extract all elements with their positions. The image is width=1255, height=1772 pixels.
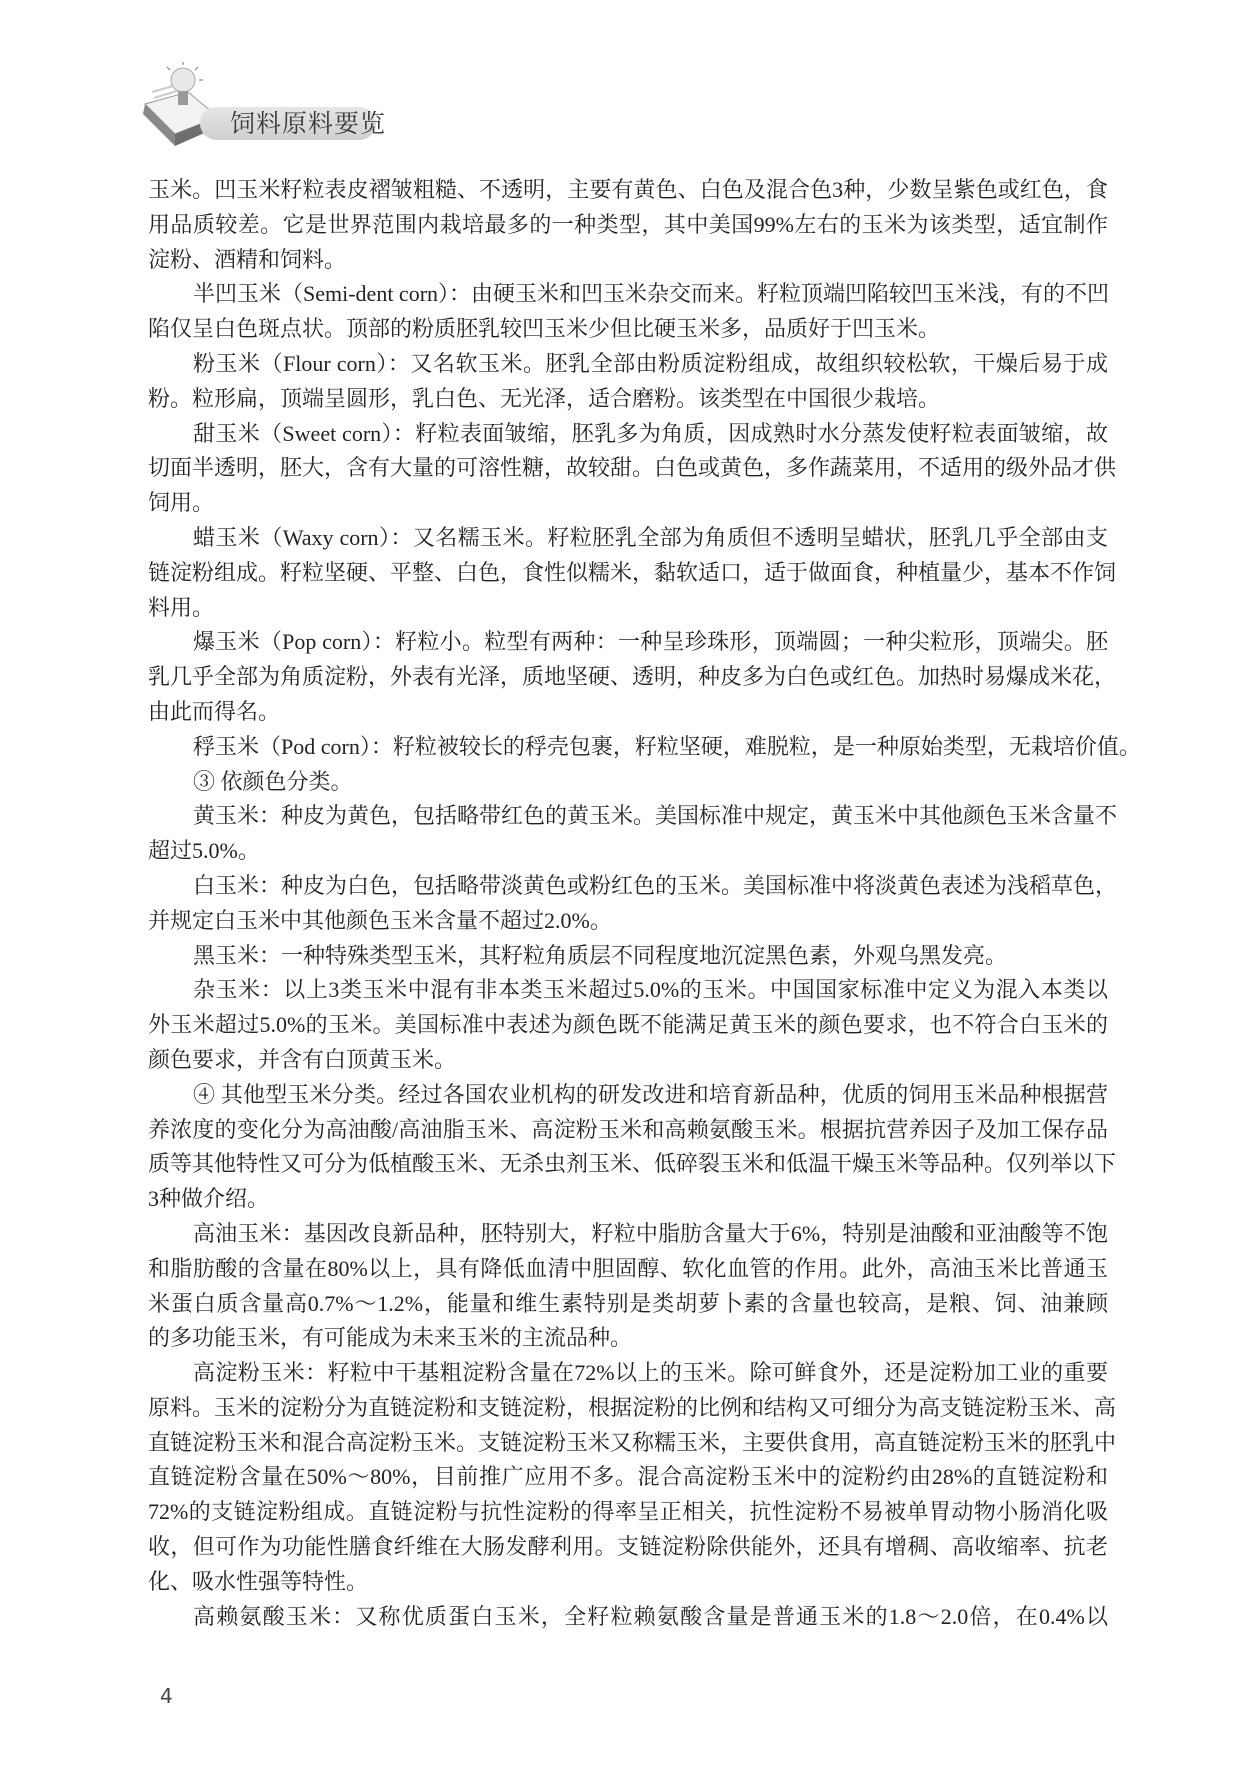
- text-line: 外玉米超过5.0%的玉米。美国标准中表述为颜色既不能满足黄玉米的颜色要求，也不符合白玉米的: [148, 1012, 1108, 1038]
- running-header: [140, 62, 390, 152]
- text-line: 黄玉米：种皮为黄色，包括略带红色的黄玉米。美国标准中规定，黄玉米中其他颜色玉米含量不: [193, 803, 1118, 829]
- text-line: 直链淀粉玉米和混合高淀粉玉米。支链淀粉玉米又称糯玉米，主要供食用，高直链淀粉玉米的胚乳中: [148, 1429, 1117, 1455]
- text-line: 陷仅呈白色斑点状。顶部的粉质胚乳较凹玉米少但比硬玉米多，品质好于凹玉米。: [148, 316, 941, 342]
- text-line: 黑玉米：一种特殊类型玉米，其籽粒角质层不同程度地沉淀黑色素，外观乌黑发亮。: [193, 942, 1008, 968]
- text-line: 高赖氨酸玉米：又称优质蛋白玉米，全籽粒赖氨酸含量是普通玉米的1.8～2.0倍，在0.4%以: [193, 1603, 1108, 1629]
- text-line: 和脂肪酸的含量在80%以上，具有降低血清中胆固醇、软化血管的作用。此外，高油玉米比普通玉: [148, 1255, 1108, 1281]
- text-line: 切面半透明，胚大，含有大量的可溶性糖，故较甜。白色或黄色，多作蔬菜用，不适用的级外品才供: [148, 455, 1117, 481]
- text-line: ④ 其他型玉米分类。经过各国农业机构的研发改进和培育新品种，优质的饲用玉米品种根据营: [193, 1081, 1108, 1107]
- text-line: 淀粉、酒精和饲料。: [148, 246, 347, 272]
- paragraph: [148, 799, 1118, 869]
- paragraph: [148, 973, 1108, 1077]
- text-line: 饲用。: [148, 490, 215, 516]
- text-line: 杂玉米：以上3类玉米中混有非本类玉米超过5.0%的玉米。中国国家标准中定义为混入本类以: [193, 977, 1108, 1003]
- text-line: 粉玉米（Flour corn）：又名软玉米。胚乳全部由粉质淀粉组成，故组织较松软，干燥后易于成: [193, 350, 1108, 376]
- paragraph: [148, 1600, 1108, 1635]
- text-line: 米蛋白质含量高0.7%～1.2%，能量和维生素特别是类胡萝卜素的含量也较高，是粮、饲、油兼顾: [148, 1290, 1108, 1316]
- text-line: 并规定白玉米中其他颜色玉米含量不超过2.0%。: [148, 907, 612, 933]
- text-line: 直链淀粉含量在50%～80%，目前推广应用不多。混合高淀粉玉米中的淀粉约由28%的直链淀粉和: [148, 1464, 1108, 1490]
- paragraph: [148, 869, 1118, 939]
- paragraph: [148, 347, 1108, 417]
- paragraph: [148, 1078, 1117, 1217]
- text-line: 链淀粉组成。籽粒坚硬、平整、白色，食性似糯米，黏软适口，适于做面食，种植量少，基本不作饲: [148, 559, 1117, 585]
- text-line: 甜玉米（Sweet corn）：籽粒表面皱缩，胚乳多为角质，因成熟时水分蒸发使籽粒表面皱缩，故: [193, 420, 1108, 446]
- book-title: 饲料原料要览: [230, 109, 387, 138]
- text-line: 化、吸水性强等特性。: [148, 1568, 369, 1594]
- paragraph: [148, 1217, 1108, 1356]
- paragraph: [148, 765, 1108, 800]
- text-line: 高淀粉玉米：籽粒中干基粗淀粉含量在72%以上的玉米。除可鲜食外，还是淀粉加工业的重要: [193, 1360, 1108, 1386]
- text-line: 稃玉米（Pod corn）：籽粒被较长的稃壳包裹，籽粒坚硬，难脱粒，是一种原始类型，无栽培价值。: [193, 733, 1141, 759]
- text-line: 72%的支链淀粉组成。直链淀粉与抗性淀粉的得率呈正相关，抗性淀粉不易被单胃动物小肠消化吸: [148, 1499, 1108, 1525]
- text-line: 养浓度的变化分为高油酸/高油脂玉米、高淀粉玉米和高赖氨酸玉米。根据抗营养因子及加工保存品: [148, 1116, 1108, 1142]
- text-line: 半凹玉米（Semi-dent corn）：由硬玉米和凹玉米杂交而来。籽粒顶端凹陷较凹玉米浅，有的不凹: [193, 281, 1110, 307]
- text-line: 蜡玉米（Waxy corn）：又名糯玉米。籽粒胚乳全部为角质但不透明呈蜡状，胚乳几乎全部由支: [193, 524, 1108, 550]
- paragraph: [148, 1356, 1117, 1600]
- text-line: 玉米。凹玉米籽粒表皮褶皱粗糙、不透明，主要有黄色、白色及混合色3种，少数呈紫色或红色，食: [148, 177, 1108, 202]
- text-line: 3种做介绍。: [148, 1186, 270, 1212]
- paragraph: [148, 173, 1108, 277]
- text-line: 粉。粒形扁，顶端呈圆形，乳白色、无光泽，适合磨粉。该类型在中国很少栽培。: [148, 385, 941, 411]
- text-line: 超过5.0%。: [148, 838, 260, 864]
- paragraph: [148, 730, 1141, 765]
- paragraph: [148, 277, 1108, 347]
- text-line: 料用。: [148, 594, 215, 620]
- text-line: 原料。玉米的淀粉分为直链淀粉和支链淀粉，根据淀粉的比例和结构又可细分为高支链淀粉玉米、高: [148, 1394, 1117, 1420]
- text-line: 爆玉米（Pop corn）：籽粒小。粒型有两种：一种呈珍珠形，顶端圆；一种尖粒形，顶端尖。胚: [193, 629, 1108, 655]
- text-line: ③ 依颜色分类。: [193, 768, 353, 794]
- paragraph: [148, 939, 1108, 974]
- text-line: 颜色要求，并含有白顶黄玉米。: [148, 1046, 457, 1072]
- text-line: 由此而得名。: [148, 698, 281, 724]
- text-line: 收，但可作为功能性膳食纤维在大肠发酵利用。支链淀粉除供能外，还具有增稠、高收缩率、抗老: [148, 1534, 1108, 1560]
- text-line: 白玉米：种皮为白色，包括略带淡黄色或粉红色的玉米。美国标准中将淡黄色表述为浅稻草色，: [193, 872, 1118, 898]
- text-line: 质等其他特性又可分为低植酸玉米、无杀虫剂玉米、低碎裂玉米和低温干燥玉米等品种。仅列举以下: [148, 1151, 1117, 1177]
- text-line: 的多功能玉米，有可能成为未来玉米的主流品种。: [148, 1325, 633, 1351]
- text-line: 乳几乎全部为角质淀粉，外表有光泽，质地坚硬、透明，种皮多为白色或红色。加热时易爆成米花，: [148, 664, 1117, 690]
- paragraph: [148, 417, 1117, 521]
- page-number: 4: [160, 1684, 173, 1708]
- paragraph: [148, 625, 1117, 729]
- body-text: [148, 173, 1141, 1634]
- text-line: 用品质较差。它是世界范围内栽培最多的一种类型，其中美国99%左右的玉米为该类型，适宜制作: [148, 211, 1108, 237]
- paragraph: [148, 521, 1117, 625]
- text-line: 高油玉米：基因改良新品种，胚特别大，籽粒中脂肪含量大于6%，特别是油酸和亚油酸等不饱: [193, 1220, 1108, 1246]
